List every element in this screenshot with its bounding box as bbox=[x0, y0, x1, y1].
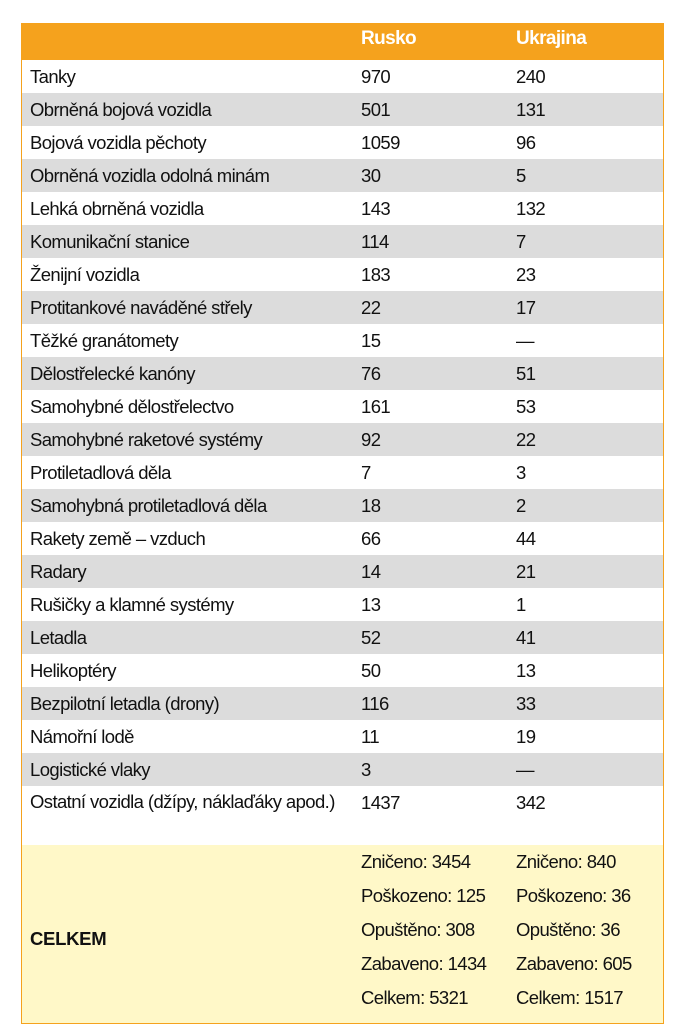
row-label: Protiletadlová děla bbox=[22, 456, 353, 489]
row-value-ukrajina: 13 bbox=[508, 654, 663, 687]
row-label: Obrněná vozidla odolná minám bbox=[22, 159, 353, 192]
table-body bbox=[22, 60, 663, 1023]
table-row bbox=[22, 654, 663, 687]
header-row bbox=[22, 24, 663, 60]
row-value-rusko: 11 bbox=[353, 720, 508, 753]
row-value-ukrajina: 1 bbox=[508, 588, 663, 621]
row-label: Letadla bbox=[22, 621, 353, 654]
row-value-rusko: 18 bbox=[353, 489, 508, 522]
table-row bbox=[22, 357, 663, 390]
row-value-ukrajina: 19 bbox=[508, 720, 663, 753]
row-label: Těžké granátomety bbox=[22, 324, 353, 357]
row-label: Námořní lodě bbox=[22, 720, 353, 753]
table-row bbox=[22, 390, 663, 423]
total-ukrajina-line: Zničeno: 840 bbox=[516, 851, 616, 872]
row-value-rusko: 50 bbox=[353, 654, 508, 687]
table-row bbox=[22, 258, 663, 291]
row-value-rusko: 52 bbox=[353, 621, 508, 654]
row-value-rusko: 13 bbox=[353, 588, 508, 621]
row-value-rusko: 14 bbox=[353, 555, 508, 588]
row-value-rusko: 501 bbox=[353, 93, 508, 126]
row-value-ukrajina: 5 bbox=[508, 159, 663, 192]
table-row bbox=[22, 621, 663, 654]
row-value-rusko: 76 bbox=[353, 357, 508, 390]
row-value-rusko: 114 bbox=[353, 225, 508, 258]
table-row bbox=[22, 555, 663, 588]
total-ukrajina bbox=[508, 845, 663, 1023]
table-row bbox=[22, 687, 663, 720]
header-ukrajina: Ukrajina bbox=[508, 24, 663, 60]
header-blank-cell bbox=[22, 24, 353, 60]
row-label: Radary bbox=[22, 555, 353, 588]
row-value-rusko: 7 bbox=[353, 456, 508, 489]
row-value-rusko: 183 bbox=[353, 258, 508, 291]
row-value-ukrajina: 44 bbox=[508, 522, 663, 555]
row-label: Samohybná protiletadlová děla bbox=[22, 489, 353, 522]
table-row bbox=[22, 60, 663, 93]
row-value-ukrajina: 131 bbox=[508, 93, 663, 126]
row-value-rusko: 15 bbox=[353, 324, 508, 357]
row-value-ukrajina: 23 bbox=[508, 258, 663, 291]
row-label: Rušičky a klamné systémy bbox=[22, 588, 353, 621]
row-value-ukrajina: 53 bbox=[508, 390, 663, 423]
row-label: Obrněná bojová vozidla bbox=[22, 93, 353, 126]
row-value-rusko: 1437 bbox=[353, 786, 508, 845]
row-label: Protitankové naváděné střely bbox=[22, 291, 353, 324]
row-value-ukrajina: 240 bbox=[508, 60, 663, 93]
row-value-ukrajina: 51 bbox=[508, 357, 663, 390]
row-value-ukrajina: 132 bbox=[508, 192, 663, 225]
total-ukrajina-line: Celkem: 1517 bbox=[516, 987, 623, 1008]
row-label: Ostatní vozidla (džípy, náklaďáky apod.) bbox=[22, 786, 353, 845]
table-row bbox=[22, 324, 663, 357]
row-value-rusko: 970 bbox=[353, 60, 508, 93]
row-value-rusko: 66 bbox=[353, 522, 508, 555]
total-rusko-line: Poškozeno: 125 bbox=[361, 885, 486, 906]
row-value-ukrajina: 33 bbox=[508, 687, 663, 720]
row-value-rusko: 1059 bbox=[353, 126, 508, 159]
row-value-ukrajina: 21 bbox=[508, 555, 663, 588]
row-value-ukrajina: — bbox=[508, 324, 663, 357]
total-label: CELKEM bbox=[22, 845, 353, 1023]
total-ukrajina-line: Poškozeno: 36 bbox=[516, 885, 631, 906]
table-row bbox=[22, 522, 663, 555]
row-value-ukrajina: 2 bbox=[508, 489, 663, 522]
row-label: Lehká obrněná vozidla bbox=[22, 192, 353, 225]
row-value-ukrajina: 22 bbox=[508, 423, 663, 456]
table-row bbox=[22, 192, 663, 225]
row-value-rusko: 161 bbox=[353, 390, 508, 423]
table-row bbox=[22, 93, 663, 126]
total-ukrajina-line: Zabaveno: 605 bbox=[516, 953, 632, 974]
table-row bbox=[22, 588, 663, 621]
table-row bbox=[22, 489, 663, 522]
row-label: Rakety země – vzduch bbox=[22, 522, 353, 555]
row-value-ukrajina: 342 bbox=[508, 786, 663, 845]
total-rusko-line: Zabaveno: 1434 bbox=[361, 953, 487, 974]
table-row bbox=[22, 291, 663, 324]
row-value-rusko: 116 bbox=[353, 687, 508, 720]
total-rusko-line: Zničeno: 3454 bbox=[361, 851, 471, 872]
table-row bbox=[22, 720, 663, 753]
total-row bbox=[22, 845, 663, 1023]
row-label: Bojová vozidla pěchoty bbox=[22, 126, 353, 159]
table-row bbox=[22, 423, 663, 456]
row-value-rusko: 92 bbox=[353, 423, 508, 456]
table-row bbox=[22, 456, 663, 489]
row-value-rusko: 30 bbox=[353, 159, 508, 192]
row-value-ukrajina: — bbox=[508, 753, 663, 786]
row-value-rusko: 22 bbox=[353, 291, 508, 324]
row-label: Bezpilotní letadla (drony) bbox=[22, 687, 353, 720]
table-row bbox=[22, 159, 663, 192]
table-row bbox=[22, 786, 663, 845]
row-label: Tanky bbox=[22, 60, 353, 93]
losses-table-container bbox=[21, 23, 664, 1024]
table-row bbox=[22, 225, 663, 258]
row-value-ukrajina: 41 bbox=[508, 621, 663, 654]
row-label: Dělostřelecké kanóny bbox=[22, 357, 353, 390]
total-rusko-line: Opuštěno: 308 bbox=[361, 919, 475, 940]
row-label: Ženijní vozidla bbox=[22, 258, 353, 291]
row-value-ukrajina: 3 bbox=[508, 456, 663, 489]
row-label: Logistické vlaky bbox=[22, 753, 353, 786]
table-header bbox=[22, 24, 663, 60]
table-row bbox=[22, 126, 663, 159]
row-label: Helikoptéry bbox=[22, 654, 353, 687]
losses-table bbox=[22, 24, 663, 1023]
total-ukrajina-line: Opuštěno: 36 bbox=[516, 919, 620, 940]
row-label: Samohybné dělostřelectvo bbox=[22, 390, 353, 423]
row-value-ukrajina: 17 bbox=[508, 291, 663, 324]
row-label: Samohybné raketové systémy bbox=[22, 423, 353, 456]
total-rusko-line: Celkem: 5321 bbox=[361, 987, 468, 1008]
table-row bbox=[22, 753, 663, 786]
row-value-ukrajina: 96 bbox=[508, 126, 663, 159]
row-value-rusko: 3 bbox=[353, 753, 508, 786]
total-rusko bbox=[353, 845, 508, 1023]
header-rusko: Rusko bbox=[353, 24, 508, 60]
row-value-ukrajina: 7 bbox=[508, 225, 663, 258]
row-value-rusko: 143 bbox=[353, 192, 508, 225]
row-label: Komunikační stanice bbox=[22, 225, 353, 258]
